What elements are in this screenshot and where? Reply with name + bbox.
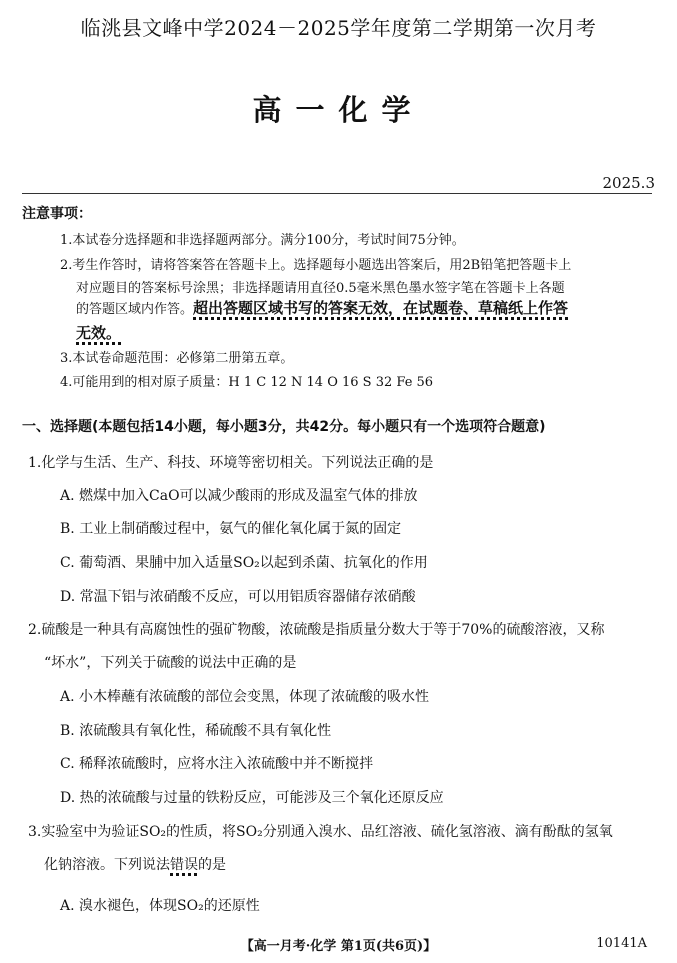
question-3-stem-line-2 [44,854,226,874]
question-1-option-c: C. 葡萄酒、果脯中加入适量SO₂以起到杀菌、抗氧化的作用 [60,555,428,571]
note-2-emphasis-end: 无效。 [76,324,122,342]
question-1-option-b: B. 工业上制硝酸过程中，氨气的催化氧化属于氮的固定 [60,521,402,537]
section-heading: 一、选择题(本题包括14小题，每小题3分，共42分。每小题只有一个选项符合题意) [22,419,546,435]
paper-code: 10141A [596,936,647,951]
question-1-option-a: A. 燃煤中加入CaO可以减少酸雨的形成及温室气体的排放 [60,488,418,504]
question-2-option-b: B. 浓硫酸具有氧化性，稀硫酸不具有氧化性 [60,723,332,739]
note-2-line-2: 对应题目的答案标号涂黑；非选择题请用直径0.5毫米黑色墨水签字笔在答题卡上各题 [76,281,565,296]
question-2-stem-line-2: “坏水”，下列关于硫酸的说法中正确的是 [44,655,297,671]
question-3-stem-line-1: 3.实验室中为验证SO₂的性质，将SO₂分别通入溴水、品红溶液、硫化氢溶液、滴有酚酞的氢氧 [28,824,613,840]
question-3-stem-pre: 化钠溶液。下列说法 [44,857,170,873]
question-2-stem-line-1: 2.硫酸是一种具有高腐蚀性的强矿物酸，浓硫酸是指质量分数大于等于70%的硫酸溶液，又称 [28,622,605,638]
question-3-option-a: A. 溴水褪色，体现SO₂的还原性 [60,898,260,914]
question-2-option-c: C. 稀释浓硫酸时，应将水注入浓硫酸中并不断搅拌 [60,756,374,772]
note-2-line-3-plain: 的答题区域内作答。 [76,302,194,317]
question-3-stem-post: 的是 [198,857,226,873]
note-2-line-4 [76,322,121,343]
exam-title: 临洮县文峰中学2024－2025学年度第二学期第一次月考 [80,16,597,40]
notes-heading: 注意事项： [22,206,92,222]
note-1: 1.本试卷分选择题和非选择题两部分。满分100分，考试时间75分钟。 [60,233,465,248]
question-3-emphasis: 错误 [170,857,198,873]
question-1-option-d: D. 常温下铝与浓硝酸不反应，可以用铝质容器储存浓硝酸 [60,589,416,605]
question-2-option-a: A. 小木棒蘸有浓硫酸的部位会变黑，体现了浓硫酸的吸水性 [60,689,430,705]
exam-date: 2025.3 [602,174,655,192]
note-4: 4.可能用到的相对原子质量：H 1 C 12 N 14 O 16 S 32 Fe 56 [60,375,434,390]
subject-title: 高一化学 [252,93,425,127]
header-divider [22,193,652,194]
note-2-line-3 [76,297,568,318]
note-2-line-1: 2.考生作答时，请将答案答在答题卡上。选择题每小题选出答案后，用2B铅笔把答题卡上 [60,258,572,273]
question-2-option-d: D. 热的浓硫酸与过量的铁粉反应，可能涉及三个氧化还原反应 [60,790,444,806]
page-footer: 【高一月考·化学 第1页(共6页)】 [240,939,437,954]
question-1-stem: 1.化学与生活、生产、科技、环境等密切相关。下列说法正确的是 [28,455,434,471]
note-2-emphasis: 超出答题区域书写的答案无效，在试题卷、草稿纸上作答 [193,299,569,317]
note-3: 3.本试卷命题范围：必修第二册第五章。 [60,351,294,366]
